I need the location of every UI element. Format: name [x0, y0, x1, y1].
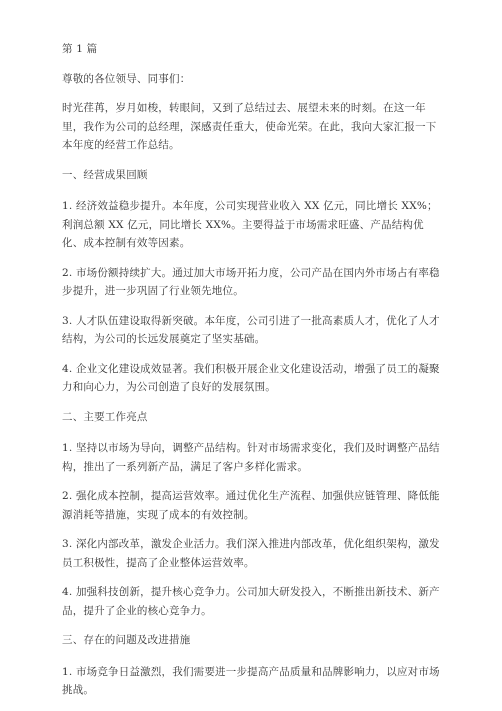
section-2-item-3: 3. 深化内部改革，激发企业活力。我们深入推进内部改革，优化组织架构，激发员工积极性，提高了企业整体运营效率。 — [62, 538, 440, 569]
section-1-item-3: 3. 人才队伍建设取得新突破。本年度，公司引进了一批高素质人才，优化了人才结构，为公司的长远发展奠定了坚实基础。 — [62, 314, 440, 345]
section-3-title: 三、存在的问题及改进措施 — [62, 634, 191, 646]
section-3-item-1: 1. 市场竞争日益激烈，我们需要进一步提高产品质量和品牌影响力，以应对市场挑战。 — [62, 665, 440, 696]
section-2-title: 二、主要工作亮点 — [62, 410, 148, 423]
section-2-item-4: 4. 加强科技创新，提升核心竞争力。公司加大研发投入，不断推出新技术、新产品，提升了企业的核心竞争力。 — [62, 586, 440, 617]
document-heading: 第 1 篇 — [62, 43, 98, 55]
section-1-item-1: 1. 经济效益稳步提升。本年度，公司实现营业收入 XX 亿元，同比增长 XX%；利润总额 XX 亿元，同比增长 XX%。主要得益于市场需求旺盛、产品结构优化、成本控制有效等因素。 — [62, 200, 438, 249]
section-1-item-4: 4. 企业文化建设成效显著。我们积极开展企业文化建设活动，增强了员工的凝聚力和向心力，为公司创造了良好的发展氛围。 — [62, 362, 440, 393]
section-1-title: 一、经营成果回顾 — [62, 168, 148, 181]
intro-paragraph: 时光荏苒，岁月如梭，转眼间，又到了总结过去、展望未来的时刻。在这一年里，我作为公司的总经理，深感责任重大，使命光荣。在此，我向大家汇报一下本年度的经营工作总结。 — [62, 102, 437, 151]
section-2-item-1: 1. 坚持以市场为导向，调整产品结构。针对市场需求变化，我们及时调整产品结构，推出了一系列新产品，满足了客户多样化需求。 — [62, 442, 440, 473]
greeting: 尊敬的各位领导、同事们： — [62, 72, 191, 85]
section-1-item-2: 2. 市场份额持续扩大。通过加大市场开拓力度，公司产品在国内外市场占有率稳步提升，进一步巩固了行业领先地位。 — [62, 266, 440, 297]
section-2-item-2: 2. 强化成本控制，提高运营效率。通过优化生产流程、加强供应链管理、降低能源消耗等措施，实现了成本的有效控制。 — [62, 490, 440, 521]
document-page — [62, 40, 444, 711]
